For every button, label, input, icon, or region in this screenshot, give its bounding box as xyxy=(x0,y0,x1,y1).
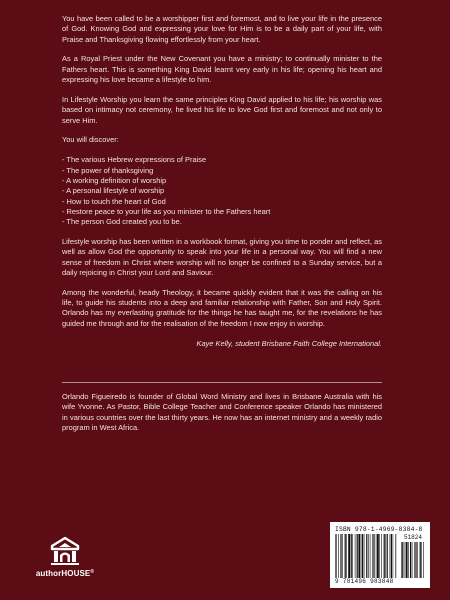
barcode-bar xyxy=(370,534,371,578)
barcode-bar xyxy=(366,534,367,578)
barcode-bar xyxy=(372,534,373,578)
barcode-bar xyxy=(336,534,337,578)
publisher-logo xyxy=(30,536,100,578)
barcode-bar xyxy=(348,534,350,578)
list-item: - A personal lifestyle of worship xyxy=(62,186,165,196)
barcode-bar xyxy=(361,534,362,578)
addon-barcode xyxy=(401,534,425,578)
list-item: - How to touch the heart of God xyxy=(62,196,166,206)
barcode-bar xyxy=(384,534,385,578)
barcode-bar xyxy=(358,534,360,578)
barcode-bar xyxy=(421,542,422,578)
addon-digits: 51824 xyxy=(403,534,422,541)
barcode-bar xyxy=(379,534,380,578)
intro-paragraph-1: You have been called to be a worshipper first and foremost, and to live your life in the presence of God. Knowing God and expressing your love for Him is to be a daily part of your life, with Praise and Thanksgiving flowing effortlessly from your heart. xyxy=(62,14,382,44)
barcode-bar xyxy=(376,534,377,578)
barcode-bar xyxy=(355,534,356,578)
barcode-bar xyxy=(393,534,394,578)
barcode-bar xyxy=(352,534,353,578)
testimonial-attribution: Kaye Kelly, student Brisbane Faith College International. xyxy=(196,338,382,348)
intro-paragraph-2: As a Royal Priest under the New Covenant you have a ministry; to continually minister to the Fathers heart. This is something King David learnt very early in his life; opening his heart and expressing his love became a lifestyle to him. xyxy=(62,54,382,85)
barcode-bar xyxy=(412,542,413,578)
barcode-bar xyxy=(420,542,421,578)
discover-list xyxy=(62,155,382,227)
barcode-bar xyxy=(338,534,339,578)
barcode-bar xyxy=(373,534,374,578)
barcode-bar xyxy=(368,534,369,578)
barcode-bar xyxy=(405,542,406,578)
barcode-bar xyxy=(342,534,343,578)
barcode-bar xyxy=(391,534,392,578)
divider xyxy=(62,382,382,383)
barcode-bar xyxy=(417,542,418,578)
house-columns-icon xyxy=(48,536,82,566)
back-cover-text xyxy=(62,14,382,358)
list-item: - Restore peace to your life as you minister to the Fathers heart xyxy=(62,206,271,216)
isbn-barcode xyxy=(330,522,430,588)
barcode-bar xyxy=(402,542,403,578)
barcode-bar xyxy=(345,534,346,578)
ean-barcode-bars xyxy=(335,534,397,578)
barcode-bar xyxy=(414,542,415,578)
barcode-bar xyxy=(335,534,336,578)
barcode-bar xyxy=(357,534,358,578)
barcode-bar xyxy=(385,534,386,578)
barcode-bar xyxy=(415,542,416,578)
barcode-bar xyxy=(362,534,363,578)
barcode-bar xyxy=(346,534,347,578)
barcode-bar xyxy=(364,534,365,578)
barcode-bar xyxy=(381,534,382,578)
intro-paragraph-3: In Lifestyle Worship you learn the same principles King David applied to his life; his worship was based on intimacy not ceremony, he lived his life to love God first and foremost and not only to serve Him. xyxy=(62,94,382,125)
barcode-bar xyxy=(340,534,341,578)
barcode-bar xyxy=(406,542,408,578)
discover-heading: You will discover: xyxy=(62,135,119,145)
list-item: - A working definition of worship xyxy=(62,175,167,185)
barcode-bar xyxy=(377,534,379,578)
barcode-bar xyxy=(390,534,391,578)
barcode-bar xyxy=(401,542,402,578)
barcode-bar xyxy=(423,542,424,578)
list-item: - The person God created you to be. xyxy=(62,217,182,227)
list-item: - The power of thanksgiving xyxy=(62,165,154,175)
barcode-bar xyxy=(408,542,409,578)
publisher-name: authorHOUSE® xyxy=(35,569,95,578)
barcode-bar xyxy=(351,534,352,578)
barcode-bar xyxy=(410,542,411,578)
isbn-number: ISBN 978-1-4969-8384-8 xyxy=(335,526,423,533)
barcode-bar xyxy=(387,534,388,578)
workbook-paragraph: Lifestyle worship has been written in a workbook format, giving you time to ponder and reflect, as well as allow God the opportunity to speak into your life in a personal way. You will find a new sense of freedom in Christ where worship will no longer be confined to a Sunday service, but a daily rejoicing in Christ your Lord and Saviour. xyxy=(62,237,382,277)
barcode-digits: 9 781496 983848 xyxy=(335,578,394,585)
testimonial-paragraph: Among the wonderful, heady Theology, it became quickly evident that it was the calling on his life, to guide his students into a deep and familiar relationship with Father, Son and Holy Spirit. Orlando has my everlasting gratitude for the things he has taught me, for the revelations he has guided me through and for the realisation of the freedom I now enjoy in worship. xyxy=(62,287,382,328)
author-bio: Orlando Figueiredo is founder of Global Word Ministry and lives in Brisbane Australia with his wife Yvonne. As Pastor, Bible College Teacher and Conference speaker Orlando has ministered in various countries over the last thirty years. He now has an internet ministry and a weekly radio program in West Africa. xyxy=(62,392,382,432)
list-item: - The various Hebrew expressions of Praise xyxy=(62,155,207,165)
barcode-bar xyxy=(395,534,396,578)
